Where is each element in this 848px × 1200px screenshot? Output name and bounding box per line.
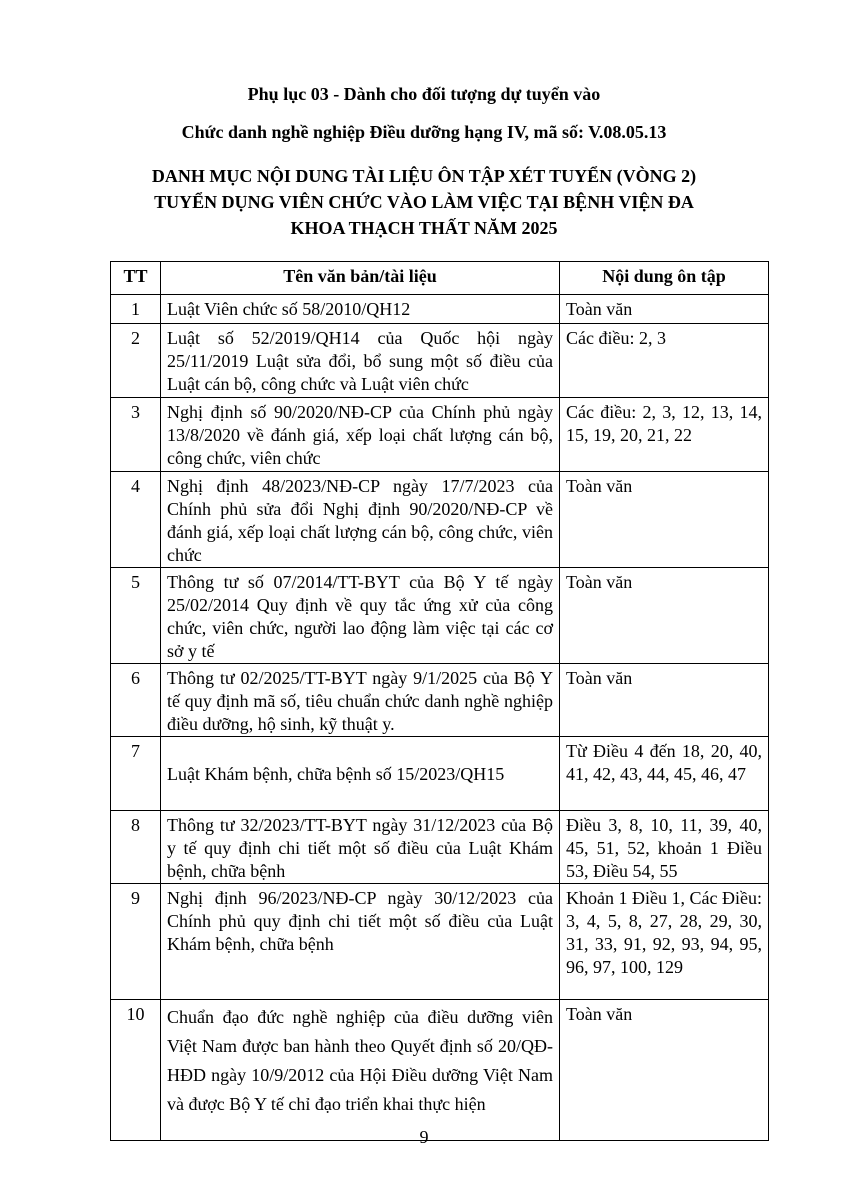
- table-row: [111, 398, 769, 472]
- row-number: 4: [111, 472, 161, 568]
- document-name: Nghị định 96/2023/NĐ-CP ngày 30/12/2023 của Chính phủ quy định chi tiết một số điều của Luật Khám bệnh, chữa bệnh: [161, 884, 560, 1000]
- table-row: [111, 324, 769, 398]
- review-content: Toàn văn: [560, 472, 769, 568]
- review-content: Toàn văn: [560, 664, 769, 737]
- review-content: Các điều: 2, 3: [560, 324, 769, 398]
- header-review-content: Nội dung ôn tập: [560, 262, 769, 295]
- row-number: 9: [111, 884, 161, 1000]
- table-row: [111, 1000, 769, 1141]
- review-content: Khoản 1 Điều 1, Các Điều: 3, 4, 5, 8, 27, 28, 29, 30, 31, 33, 91, 92, 93, 94, 95, 96, 97, 100, 129: [560, 884, 769, 1000]
- row-number: 6: [111, 664, 161, 737]
- document-name: Chuẩn đạo đức nghề nghiệp của điều dưỡng viên Việt Nam được ban hành theo Quyết định số 20/QĐ-HĐD ngày 10/9/2012 của Hội Điều dưỡng Việt Nam và được Bộ Y tế chỉ đạo triển khai thực hiện: [161, 1000, 560, 1141]
- document-list-table: [110, 261, 769, 1141]
- document-name: Luật Khám bệnh, chữa bệnh số 15/2023/QH15: [161, 737, 560, 811]
- review-content: Từ Điều 4 đến 18, 20, 40, 41, 42, 43, 44, 45, 46, 47: [560, 737, 769, 811]
- heading-line-3: KHOA THẠCH THẤT NĂM 2025: [290, 218, 558, 238]
- row-number: 7: [111, 737, 161, 811]
- review-content: Toàn văn: [560, 1000, 769, 1141]
- table-row: [111, 664, 769, 737]
- annex-title: Phụ lục 03 - Dành cho đối tượng dự tuyển vào: [247, 84, 601, 104]
- document-name: Nghị định 48/2023/NĐ-CP ngày 17/7/2023 của Chính phủ sửa đổi Nghị định 90/2020/NĐ-CP về đánh giá, xếp loại chất lượng cán bộ, công chức, viên chức: [161, 472, 560, 568]
- row-number: 1: [111, 295, 161, 324]
- header-tt: TT: [111, 262, 161, 295]
- table-row: [111, 472, 769, 568]
- page-number: 9: [419, 1127, 429, 1147]
- row-number: 10: [111, 1000, 161, 1141]
- document-name: Thông tư số 07/2014/TT-BYT của Bộ Y tế ngày 25/02/2014 Quy định về quy tắc ứng xử của công chức, viên chức, người lao động làm việc tại các cơ sở y tế: [161, 568, 560, 664]
- table-row: [111, 737, 769, 811]
- document-name: Luật số 52/2019/QH14 của Quốc hội ngày 25/11/2019 Luật sửa đổi, bổ sung một số điều của Luật cán bộ, công chức và Luật viên chức: [161, 324, 560, 398]
- list-heading: [100, 163, 748, 241]
- table-row: [111, 884, 769, 1000]
- table-header-row: [111, 262, 769, 295]
- heading-line-1: DANH MỤC NỘI DUNG TÀI LIỆU ÔN TẬP XÉT TUYỂN (VÒNG 2): [151, 166, 697, 186]
- document-name: Luật Viên chức số 58/2010/QH12: [161, 295, 560, 324]
- row-number: 8: [111, 811, 161, 884]
- row-number: 2: [111, 324, 161, 398]
- table-row: [111, 295, 769, 324]
- review-content: Toàn văn: [560, 568, 769, 664]
- row-number: 5: [111, 568, 161, 664]
- review-content: Toàn văn: [560, 295, 769, 324]
- review-content: Các điều: 2, 3, 12, 13, 14, 15, 19, 20, 21, 22: [560, 398, 769, 472]
- table-row: [111, 811, 769, 884]
- table-row: [111, 568, 769, 664]
- review-content: Điều 3, 8, 10, 11, 39, 40, 45, 51, 52, khoản 1 Điều 53, Điều 54, 55: [560, 811, 769, 884]
- document-name: Thông tư 02/2025/TT-BYT ngày 9/1/2025 của Bộ Y tế quy định mã số, tiêu chuẩn chức danh nghề nghiệp điều dưỡng, hộ sinh, kỹ thuật y.: [161, 664, 560, 737]
- header-document-name: Tên văn bản/tài liệu: [161, 262, 560, 295]
- position-title: Chức danh nghề nghiệp Điều dưỡng hạng IV, mã số: V.08.05.13: [181, 122, 667, 142]
- row-number: 3: [111, 398, 161, 472]
- heading-line-2: TUYỂN DỤNG VIÊN CHỨC VÀO LÀM VIỆC TẠI BỆNH VIỆN ĐA: [154, 192, 694, 212]
- document-name: Thông tư 32/2023/TT-BYT ngày 31/12/2023 của Bộ y tế quy định chi tiết một số điều của Luật Khám bệnh, chữa bệnh: [161, 811, 560, 884]
- document-name: Nghị định số 90/2020/NĐ-CP của Chính phủ ngày 13/8/2020 về đánh giá, xếp loại chất lượng cán bộ, công chức, viên chức: [161, 398, 560, 472]
